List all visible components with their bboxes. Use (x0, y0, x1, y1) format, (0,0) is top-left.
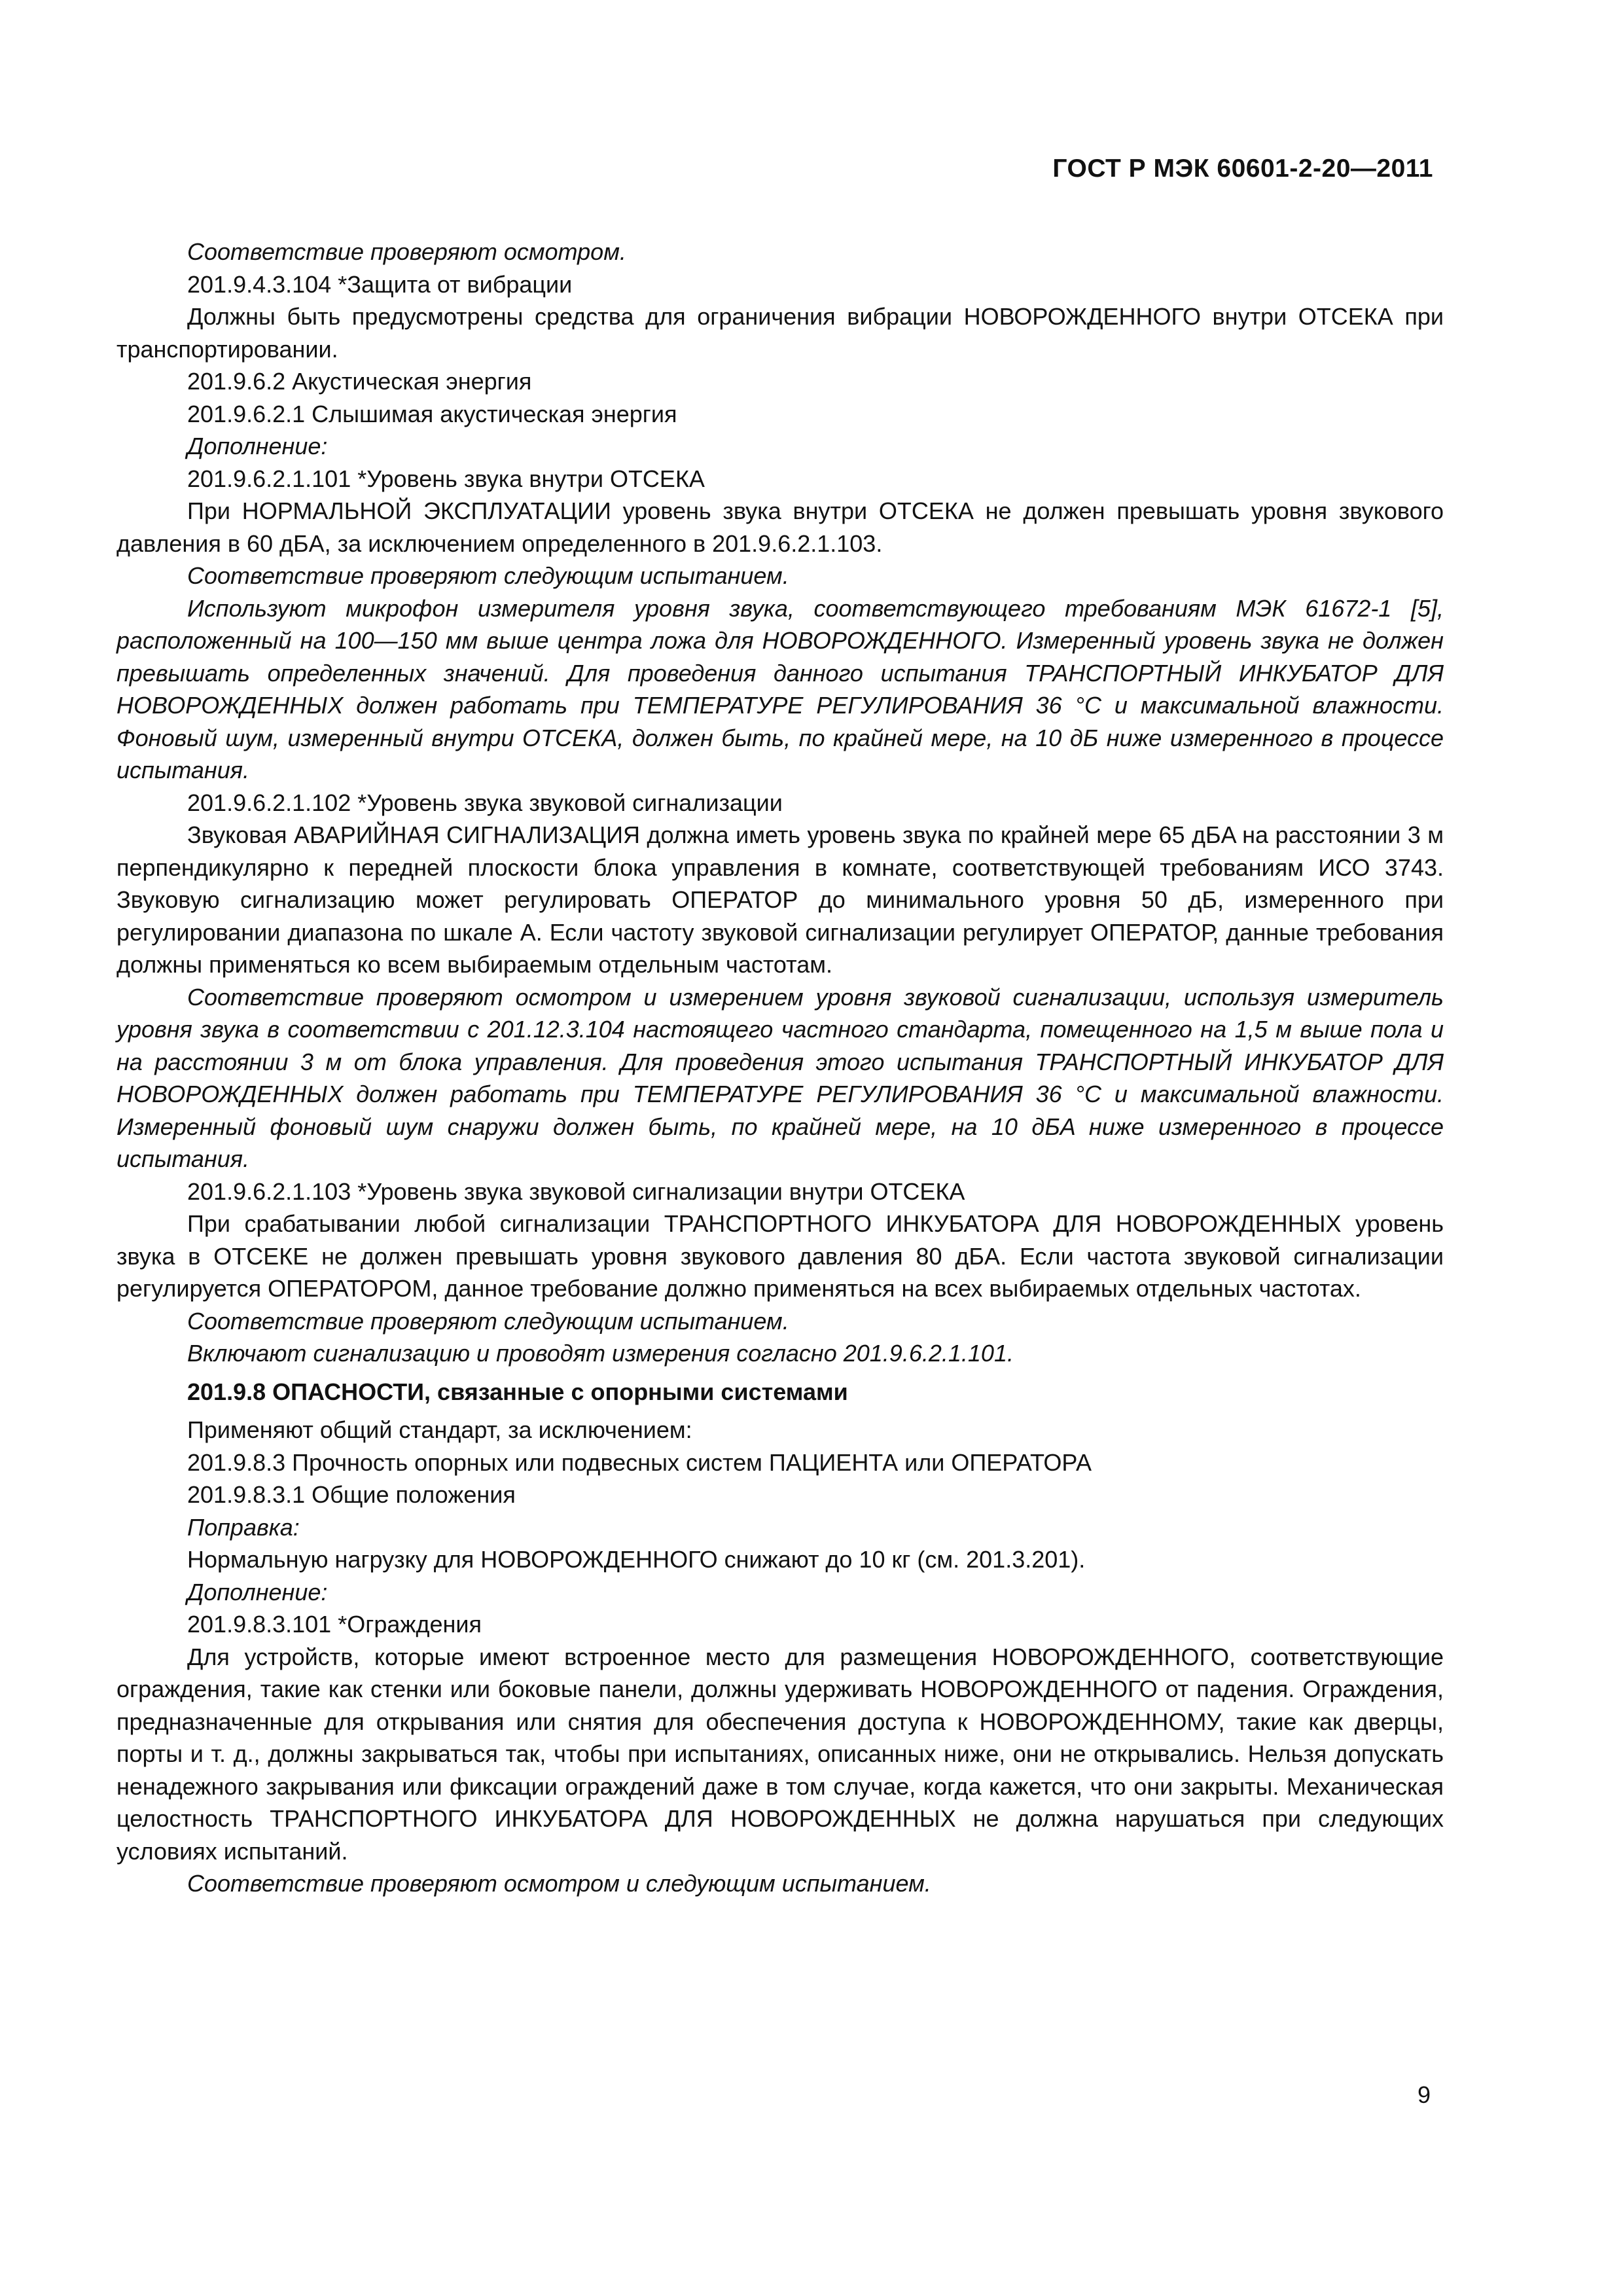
paragraph: Дополнение: (187, 433, 328, 459)
paragraph: 201.9.8.3 Прочность опорных или подвесных систем ПАЦИЕНТА или ОПЕРАТОРА (187, 1448, 1092, 1476)
page-number: 9 (1417, 2081, 1431, 2108)
paragraph: 201.9.4.3.104 *Защита от вибрации (187, 270, 573, 298)
paragraph: 201.9.8.3.101 *Ограждения (187, 1611, 482, 1638)
paragraph: 201.9.8.3.1 Общие положения (187, 1481, 516, 1508)
paragraph: Соответствие проверяют следующим испытанием. (187, 1307, 789, 1335)
paragraph: Соответствие проверяют следующим испытанием. (187, 562, 789, 589)
paragraph: Поправка: (187, 1513, 300, 1541)
paragraph: Дополнение: (187, 1578, 328, 1605)
paragraph: Нормальную нагрузку для НОВОРОЖДЕННОГО снижают до 10 кг (см. 201.3.201). (187, 1546, 1086, 1573)
paragraph: Должны быть предусмотрены средства для ограничения вибрации НОВОРОЖДЕННОГО внутри ОТСЕКА при транспортировании. (116, 303, 1444, 363)
document-header: ГОСТ Р МЭК 60601-2-20—2011 (1052, 154, 1433, 183)
paragraph: 201.9.6.2.1.103 *Уровень звука звуковой сигнализации внутри ОТСЕКА (187, 1177, 965, 1205)
paragraph: Соответствие проверяют осмотром и следующим испытанием. (187, 1870, 931, 1897)
paragraph: Используют микрофон измерителя уровня звука, соответствующего требованиям МЭК 61672-1 [5], расположенный на 100—150 мм выше центра ложа для НОВОРОЖДЕННОГО. Измеренный уровень звука не должен превышать определенных значений. Для проведения данного испытания ТРАНСПОРТНЫЙ ИНКУБАТОР ДЛЯ НОВОРОЖДЕННЫХ должен работать при ТЕМПЕРАТУРЕ РЕГУЛИРОВАНИЯ 36 °С и максимальной влажности. Фоновый шум, измеренный внутри ОТСЕКА, должен быть, по крайней мере, на 10 дБ ниже измеренного в процессе испытания. (116, 594, 1444, 783)
paragraph: Применяют общий стандарт, за исключением: (187, 1416, 692, 1443)
paragraph: 201.9.6.2.1.102 *Уровень звука звуковой сигнализации (187, 789, 783, 816)
document-body (116, 236, 1444, 1900)
paragraph: Включают сигнализацию и проводят измерения согласно 201.9.6.2.1.101. (187, 1340, 1014, 1367)
paragraph: Звуковая АВАРИЙНАЯ СИГНАЛИЗАЦИЯ должна иметь уровень звука по крайней мере 65 дБA на расстоянии 3 м перпендикулярно к передней плоскости блока управления в комнате, соответствующей требованиям ИСО 3743. Звуковую сигнализацию может регулировать ОПЕРАТОР до минимального уровня 50 дБ, измеренного при регулировании диапазона по шкале A. Если частоту звуковой сигнализации регулирует ОПЕРАТОР, данные требования должны применяться ко всем выбираемым отдельным частотам. (116, 821, 1444, 978)
section-heading: 201.9.8 ОПАСНОСТИ, связанные с опорными системами (187, 1378, 848, 1405)
paragraph: Соответствие проверяют осмотром и измерением уровня звуковой сигнализации, используя измеритель уровня звука в соответствии с 201.12.3.104 настоящего частного стандарта, помещенного на 1,5 м выше пола и на расстоянии 3 м от блока управления. Для проведения этого испытания ТРАНСПОРТНЫЙ ИНКУБАТОР ДЛЯ НОВОРОЖДЕННЫХ должен работать при ТЕМПЕРАТУРЕ РЕГУЛИРОВАНИЯ 36 °С и максимальной влажности. Измеренный фоновый шум снаружи должен быть, по крайней мере, на 10 дБA ниже измеренного в процессе испытания. (116, 983, 1444, 1172)
paragraph: 201.9.6.2.1 Слышимая акустическая энергия (187, 400, 677, 427)
paragraph: При НОРМАЛЬНОЙ ЭКСПЛУАТАЦИИ уровень звука внутри ОТСЕКА не должен превышать уровня звукового давления в 60 дБA, за исключением определенного в 201.9.6.2.1.103. (116, 497, 1444, 557)
paragraph: 201.9.6.2.1.101 *Уровень звука внутри ОТСЕКА (187, 465, 705, 492)
paragraph: Для устройств, которые имеют встроенное место для размещения НОВОРОЖДЕННОГО, соответствующие ограждения, такие как стенки или боковые панели, должны удерживать НОВОРОЖДЕННОГО от падения. Ограждения, предназначенные для открывания или снятия для обеспечения доступа к НОВОРОЖДЕННОМУ, такие как дверцы, порты и т. д., должны закрываться так, чтобы при испытаниях, описанных ниже, они не открывались. Нельзя допускать ненадежного закрывания или фиксации ограждений даже в том случае, когда кажется, что они закрыты. Механическая целостность ТРАНСПОРТНОГО ИНКУБАТОРА ДЛЯ НОВОРОЖДЕННЫХ не должна нарушаться при следующих условиях испытаний. (116, 1643, 1444, 1865)
paragraph: Соответствие проверяют осмотром. (187, 238, 626, 265)
paragraph: 201.9.6.2 Акустическая энергия (187, 368, 532, 395)
paragraph: При срабатывании любой сигнализации ТРАНСПОРТНОГО ИНКУБАТОРА ДЛЯ НОВОРОЖДЕННЫХ уровень звука в ОТСЕКЕ не должен превышать уровня звукового давления 80 дБA. Если частота звуковой сигнализации регулируется ОПЕРАТОРОМ, данное требование должно применяться на всех выбираемых отдельных частотах. (116, 1210, 1444, 1302)
